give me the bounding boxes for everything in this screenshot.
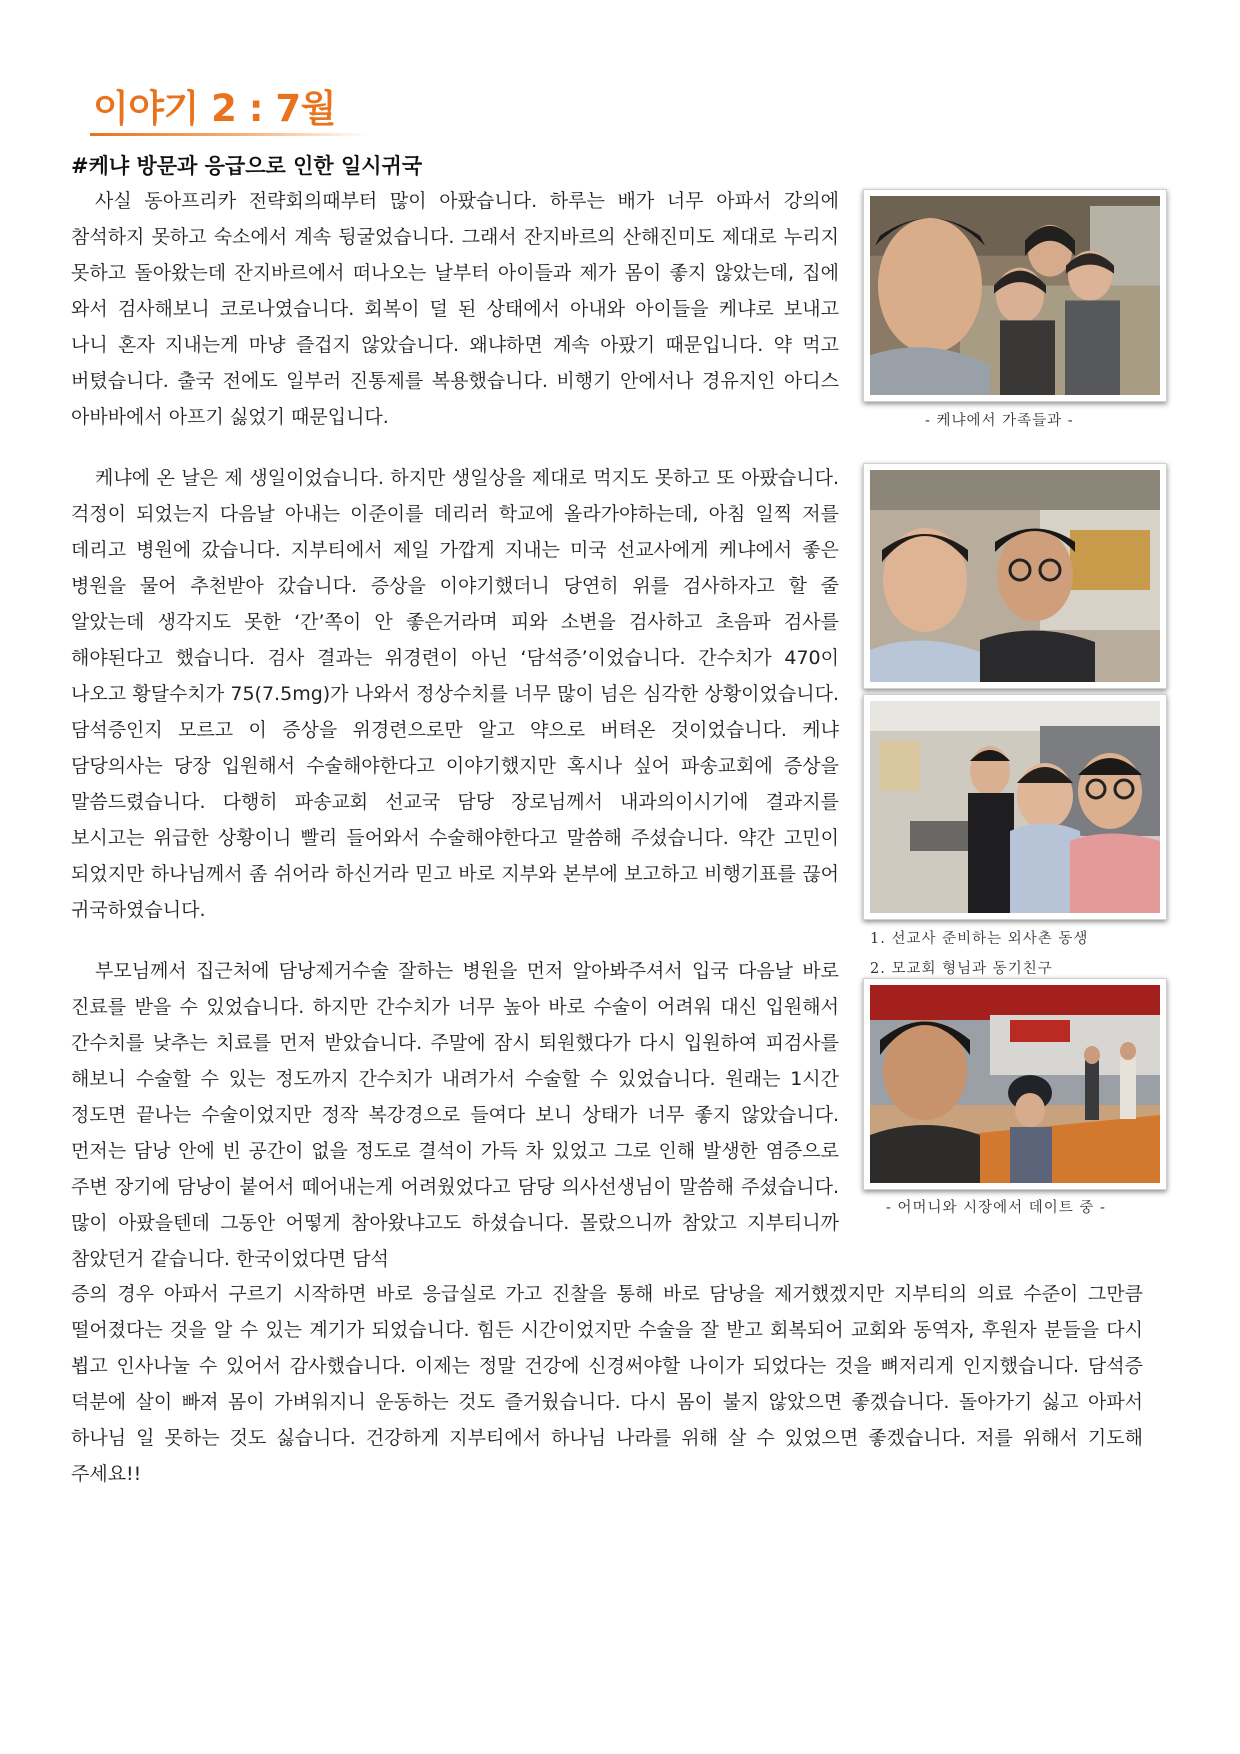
photo-market-with-mother [863,978,1167,1190]
story-title: 이야기 2 : 7월 [93,87,336,130]
photo-family-in-car [863,189,1167,402]
paragraph-3-part-b: 증의 경우 아파서 구르기 시작하면 바로 응급실로 가고 진찰을 통해 바로 담낭을 제거했겠지만 지부티의 의료 수준이 그만큼 떨어졌다는 것을 알 수 있는 계기가 되었습니다. 힘든 시간이었지만 수술을 잘 받고 회복되어 교회와 동역자, 후원자 분들을 다시 뵙고 인사나눌 수 있어서 감사했습니다. 이제는 정말 건강에 신경써야할 나이가 되었다는 것을 뼈저리게 인지했습니다. 담석증 덕분에 살이 빠져 몸이 가벼워지니 운동하는 것도 즐거웠습니다. 다시 몸이 불지 않았으면 좋겠습니다. 돌아가기 싫고 아파서 하나님 일 못하는 것도 싫습니다. 건강하게 지부티에서 하나님 나라를 위해 살 수 있었으면 좋겠습니다. 저를 위해서 기도해 주세요!! [71,1283,1143,1485]
paragraph-1: 사실 동아프리카 전략회의때부터 많이 아팠습니다. 하루는 배가 너무 아파서 강의에 참석하지 못하고 숙소에서 계속 뒹굴었습니다. 그래서 잔지바르의 산해진미도 제대로 누리지 못하고 돌아왔는데 잔지바르에서 떠나오는 날부터 아이들과 제가 몸이 좋지 않았는데, 집에 와서 검사해보니 코로나였습니다. 회복이 덜 된 상태에서 아내와 아이들을 케냐로 보내고 나니 혼자 지내는게 마냥 즐겁지 않았습니다. 왜냐하면 계속 아팠기 때문입니다. 약 먹고 버텼습니다. 출국 전에도 일부러 진통제를 복용했습니다. 비행기 안에서나 경유지인 아디스 아바바에서 아프기 싫었기 때문입니다. [71,190,839,428]
caption-cousin: 1. 선교사 준비하는 외사촌 동생 [870,931,1089,947]
caption-church-friends: 2. 모교회 형님과 동기친구 [870,961,1053,977]
title-underline [90,133,370,136]
photo-cousin-selfie [863,463,1167,689]
caption-family: - 케냐에서 가족들과 - [925,413,1074,429]
photo-church-friends [863,694,1167,920]
story-headline: #케냐 방문과 응급으로 인한 일시귀국 [71,154,423,178]
paragraph-2: 케냐에 온 날은 제 생일이었습니다. 하지만 생일상을 제대로 먹지도 못하고 또 아팠습니다. 걱정이 되었는지 다음날 아내는 이준이를 데리러 학교에 올라가야하는데, 아침 일찍 저를 데리고 병원에 갔습니다. 지부티에서 제일 가깝게 지내는 미국 선교사에게 케냐에서 좋은 병원을 물어 추천받아 갔습니다. 증상을 이야기했더니 당연히 위를 검사하자고 할 줄 알았는데 생각지도 못한 ‘간’쪽이 안 좋은거라며 피와 소변을 검사하고 초음파 검사를 해야된다고 했습니다. 검사 결과는 위경련이 아닌 ‘담석증’이었습니다. 간수치가 470이 나오고 황달수치가 75(7.5mg)가 나와서 정상수치를 너무 많이 넘은 심각한 상황이었습니다. 담석증인지 모르고 이 증상을 위경련으로만 알고 약으로 버텨온 것이었습니다. 케냐 담당의사는 당장 입원해서 수술해야한다고 이야기했지만 혹시나 싶어 파송교회에 증상을 말씀드렸습니다. 다행히 파송교회 선교국 담당 장로님께서 내과의이시기에 결과지를 보시고는 위급한 상황이니 빨리 들어와서 수술해야한다고 말씀해 주셨습니다. 약간 고민이 되었지만 하나님께서 좀 쉬어라 하신거라 믿고 바로 지부와 본부에 보고하고 비행기표를 끊어 귀국하였습니다. [71,467,839,921]
paragraph-3-part-a: 부모님께서 집근처에 담낭제거수술 잘하는 병원을 먼저 알아봐주셔서 입국 다음날 바로 진료를 받을 수 있었습니다. 하지만 간수치가 너무 높아 바로 수술이 어려워 대신 입원해서 간수치를 낮추는 치료를 먼저 받았습니다. 주말에 잠시 퇴원했다가 다시 입원하여 피검사를 해보니 수술할 수 있는 정도까지 간수치가 내려가서 수술할 수 있었습니다. 원래는 1시간 정도면 끝나는 수술이었지만 정작 복강경으로 들여다 보니 상태가 너무 좋지 않았습니다. 먼저는 담낭 안에 빈 공간이 없을 정도로 결석이 가득 차 있었고 그로 인해 발생한 염증으로 주변 장기에 담낭이 붙어서 떼어내는게 어려웠었다고 담당 의사선생님이 말씀해 주셨습니다. 많이 아팠을텐데 그동안 어떻게 참아왔냐고도 하셨습니다. 몰랐으니까 참았고 지부티니까 참았던거 같습니다. 한국이었다면 담석 [71,960,839,1270]
caption-market: - 어머니와 시장에서 데이트 중 - [886,1200,1106,1216]
